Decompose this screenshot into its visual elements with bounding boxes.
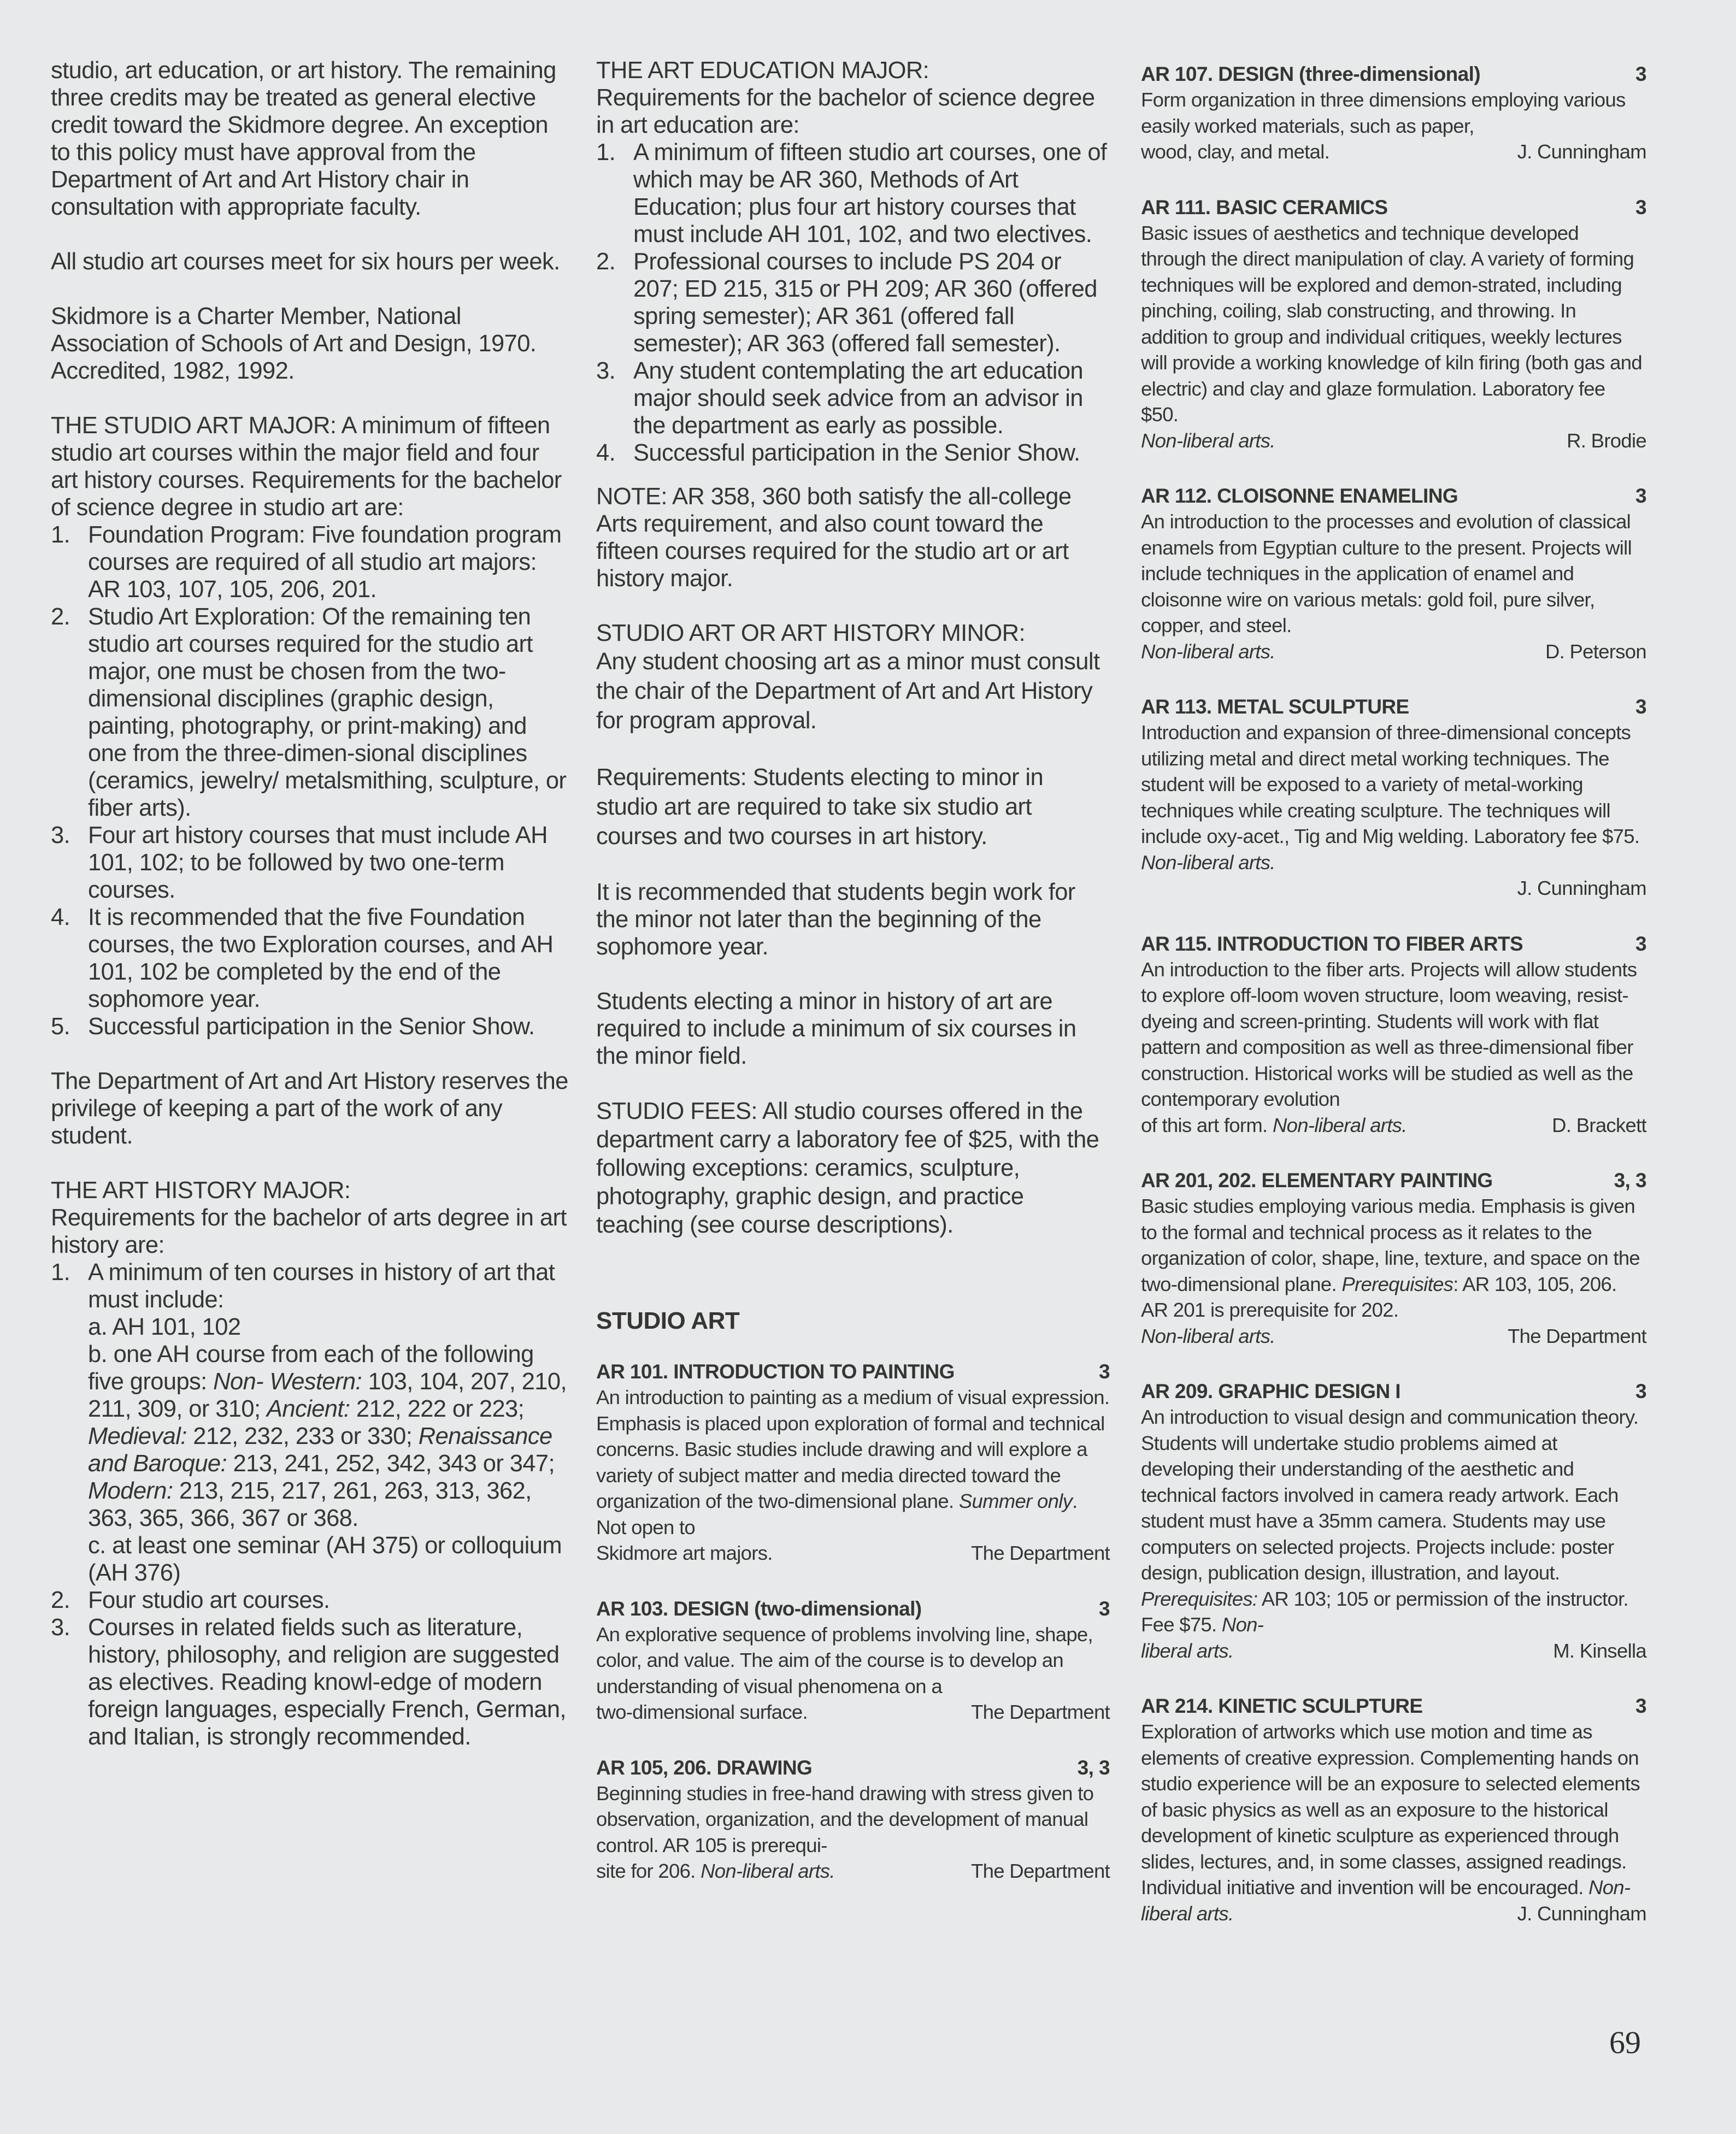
course-ar103 bbox=[596, 1596, 1110, 1725]
group-courses: 212, 222 or 223; bbox=[350, 1396, 525, 1422]
course-credits: 3 bbox=[1635, 485, 1646, 507]
course-credits: 3 bbox=[1635, 196, 1646, 219]
sub-item-c: c. at least one seminar (AH 375) or colloquium (AH 376) bbox=[88, 1532, 562, 1586]
sub-item-b bbox=[88, 1341, 570, 1532]
requirement-item bbox=[51, 1614, 570, 1750]
item-number: 1. bbox=[51, 522, 70, 548]
course-instructor: The Department bbox=[971, 1860, 1110, 1882]
requirement-item bbox=[51, 904, 570, 1013]
course-instructor: The Department bbox=[971, 1701, 1110, 1723]
course-title: AR 112. CLOISONNE ENAMELING bbox=[1141, 485, 1458, 507]
course-footer-italic: Non-liberal arts. bbox=[1141, 429, 1275, 452]
minor-requirements-paragraph: Requirements: Students electing to minor in studio art are required to take six studio art courses and two courses in art history. bbox=[596, 764, 1044, 850]
item-text: Any student contemplating the art education major should seek advice from an advisor in the department as early as possible. bbox=[633, 358, 1084, 439]
course-instructor: M. Kinsella bbox=[1553, 1639, 1646, 1662]
course-title: AR 103. DESIGN (two-dimensional) bbox=[596, 1597, 922, 1620]
course-description: An explorative sequence of problems involving line, shape, color, and value. The aim of the course is to develop an understanding of visual phenomena on a bbox=[596, 1623, 1093, 1697]
requirement-item bbox=[51, 822, 570, 904]
course-description: Introduction and expansion of three-dimensional concepts utilizing metal and direct metal working techniques. The student will be exposed to a variety of metal-working techniques while creating sculpture. The techniques will include oxy-acet., Tig and Mig welding. Laboratory fee $75. bbox=[1141, 721, 1640, 847]
course-ar201-202 bbox=[1141, 1168, 1646, 1349]
course-footer-italic: Non-liberal arts. bbox=[1141, 1324, 1275, 1347]
course-instructor: The Department bbox=[1508, 1324, 1646, 1347]
course-ar209 bbox=[1141, 1378, 1646, 1664]
sub-item-b-text: b. one AH course from each of the following five groups: bbox=[88, 1341, 534, 1395]
course-title: AR 111. BASIC CERAMICS bbox=[1141, 196, 1388, 219]
course-ar105-206 bbox=[596, 1755, 1110, 1884]
course-description: An introduction to visual design and communication theory. Students will undertake studio problems aimed at developing their understanding of the aesthetic and technical factors involved in camera ready artwork. Each student must have a 35mm camera. Students may use computers on selected projects. Projects include: poster design, publication design, illustration, and layout. bbox=[1141, 1406, 1639, 1584]
left-column bbox=[51, 57, 570, 1750]
right-column bbox=[1141, 61, 1646, 1926]
item-text: A minimum of ten courses in history of art that must include: bbox=[88, 1259, 555, 1313]
reserve-work-paragraph: The Department of Art and Art History reserves the privilege of keeping a part of the work of any student. bbox=[51, 1068, 568, 1149]
item-number: 4. bbox=[596, 440, 616, 466]
group-courses: 212, 232, 233 or 330; bbox=[186, 1423, 419, 1449]
item-text: Foundation Program: Five foundation program courses are required of all studio art majors: AR 103, 107, 105, 206, 201. bbox=[88, 522, 562, 603]
course-instructor: The Department bbox=[971, 1542, 1110, 1564]
item-number: 1. bbox=[596, 139, 616, 166]
course-footer-text: Skidmore art majors. bbox=[596, 1542, 773, 1564]
sub-item-a: a. AH 101, 102 bbox=[88, 1314, 241, 1340]
item-number: 2. bbox=[596, 249, 616, 275]
requirement-item bbox=[51, 1013, 570, 1040]
course-footer-italic: Non-liberal arts. bbox=[701, 1860, 835, 1882]
item-number: 2. bbox=[51, 604, 70, 630]
course-instructor: R. Brodie bbox=[1567, 429, 1646, 452]
group-label: Non- Western: bbox=[213, 1369, 362, 1395]
course-title: AR 115. INTRODUCTION TO FIBER ARTS bbox=[1141, 932, 1523, 955]
art-education-major-intro: Requirements for the bachelor of science degree in art education are: bbox=[596, 85, 1095, 138]
course-footer-text: two-dimensional surface. bbox=[596, 1701, 808, 1723]
item-number: 5. bbox=[51, 1013, 70, 1040]
note-paragraph: NOTE: AR 358, 360 both satisfy the all-college Arts requirement, and also count toward the fifteen courses required for the studio art or art history major. bbox=[596, 484, 1072, 592]
course-description: Basic issues of aesthetics and technique developed through the direct manipulation of clay. A variety of forming techniques will be explored and demon-strated, including pinching, coiling, slab constructing, and throwing. In addition to group and individual critiques, weekly lectures will provide a working knowledge of kiln firing (both gas and electric) and clay and glaze formulation. Laboratory fee $50. bbox=[1141, 221, 1642, 426]
group-courses: 213, 241, 252, 342, 343 or 347; bbox=[227, 1451, 555, 1477]
group-label: Ancient: bbox=[266, 1396, 350, 1422]
course-ar112 bbox=[1141, 483, 1646, 664]
art-history-major-intro: Requirements for the bachelor of arts degree in art history are: bbox=[51, 1205, 567, 1258]
course-description-tail: AR 103; 105 or permission of the instructor. Fee $75. bbox=[1141, 1587, 1628, 1636]
course-footer-text: site for 206. bbox=[596, 1860, 701, 1882]
course-description-italic: Non-liberal arts. bbox=[1141, 851, 1275, 874]
requirement-item bbox=[596, 248, 1110, 357]
item-text: A minimum of fifteen studio art courses, one of which may be AR 360, Methods of Art Education; plus four art history courses that must include AH 101, 102, and two electives. bbox=[633, 139, 1107, 247]
course-description-tail: . Not open to bbox=[596, 1490, 1078, 1538]
course-credits: 3 bbox=[1099, 1360, 1110, 1383]
course-instructor: D. Brackett bbox=[1552, 1113, 1646, 1136]
course-description-italic-2: Non- bbox=[1221, 1613, 1264, 1636]
item-text: Professional courses to include PS 204 or 207; ED 215, 315 or PH 209; AR 360 (offered spring semester); AR 361 (offered fall semester); AR 363 (offered fall semester). bbox=[633, 249, 1097, 357]
art-history-major-heading: THE ART HISTORY MAJOR: bbox=[51, 1177, 351, 1204]
item-number: 4. bbox=[51, 904, 70, 930]
group-label: Modern: bbox=[88, 1478, 173, 1504]
item-number: 3. bbox=[51, 1614, 70, 1641]
course-credits: 3 bbox=[1635, 1380, 1646, 1402]
course-ar214 bbox=[1141, 1693, 1646, 1926]
course-ar115 bbox=[1141, 931, 1646, 1139]
course-title: AR 209. GRAPHIC DESIGN I bbox=[1141, 1380, 1400, 1402]
course-instructor: J. Cunningham bbox=[1517, 1902, 1646, 1925]
studio-fees-paragraph: STUDIO FEES: All studio courses offered in the department carry a laboratory fee of $25, with the following exceptions: ceramics, sculpture, photography, graphic design, and practice teaching (see course descriptions). bbox=[596, 1098, 1099, 1238]
course-credits: 3 bbox=[1635, 695, 1646, 718]
item-number: 1. bbox=[51, 1259, 70, 1286]
course-ar113 bbox=[1141, 694, 1646, 901]
minor-history-paragraph: Students electing a minor in history of art are required to include a minimum of six courses in the minor field. bbox=[596, 988, 1076, 1069]
course-credits: 3 bbox=[1099, 1597, 1110, 1620]
art-history-major-requirements bbox=[51, 1259, 570, 1750]
item-text: Four art history courses that must include AH 101, 102; to be followed by two one-term courses. bbox=[88, 822, 548, 903]
course-instructor: J. Cunningham bbox=[1517, 140, 1646, 163]
group-courses: 213, 215, 217, 261, 263, 313, 362, 363, 365, 366, 367 or 368. bbox=[88, 1478, 532, 1531]
course-footer-italic: Non-liberal arts. bbox=[1141, 640, 1275, 663]
item-number: 3. bbox=[596, 358, 616, 384]
group-label: Medieval: bbox=[88, 1423, 187, 1449]
item-text: Four studio art courses. bbox=[88, 1587, 330, 1613]
course-title: AR 214. KINETIC SCULPTURE bbox=[1141, 1695, 1423, 1717]
art-education-requirements bbox=[596, 139, 1110, 467]
course-credits: 3 bbox=[1635, 63, 1646, 85]
item-text: Studio Art Exploration: Of the remaining ten studio art courses required for the studio art major, one must be chosen from the two-dimensional disciplines (graphic design, painting, photography, or print-making) and one from the three-dimen-sional disciplines (ceramics, jewelry/ metalsmithing, sculpture, or fiber arts). bbox=[88, 604, 567, 821]
course-description-italic: Non- bbox=[1588, 1876, 1631, 1899]
requirement-item bbox=[596, 357, 1110, 439]
art-education-major-heading: THE ART EDUCATION MAJOR: bbox=[596, 57, 929, 84]
course-credits: 3, 3 bbox=[1614, 1169, 1646, 1192]
course-footer-text: of this art form. bbox=[1141, 1113, 1273, 1136]
group-courses: 103, 104, 207, 210, 211, 309, or 310; bbox=[88, 1369, 567, 1422]
minor-heading: STUDIO ART OR ART HISTORY MINOR: bbox=[596, 620, 1025, 646]
item-text: It is recommended that the five Foundation courses, the two Exploration courses, and AH 101, 102 be completed by the end of the sophomore year. bbox=[88, 904, 554, 1012]
course-description-italic: Prerequisites bbox=[1341, 1272, 1453, 1295]
course-title: AR 107. DESIGN (three-dimensional) bbox=[1141, 63, 1481, 85]
section-title-studio-art: STUDIO ART bbox=[596, 1307, 740, 1334]
studio-art-major-intro: THE STUDIO ART MAJOR: A minimum of fifteen studio art courses within the major field and four art history courses. Requirements for the bachelor of science degree in studio art are: bbox=[51, 412, 562, 521]
requirement-item bbox=[51, 521, 570, 603]
requirement-item bbox=[51, 603, 570, 822]
course-footer-italic: liberal arts. bbox=[1141, 1902, 1234, 1925]
course-description: An introduction to the processes and evolution of classical enamels from Egyptian culture to the present. Projects will include techniques in the application of enamel and cloisonne wire on various metals: gold foil, pure silver, copper, and steel. bbox=[1141, 510, 1632, 636]
minor-paragraph: Any student choosing art as a minor must consult the chair of the Department of Art and Art History for program approval. bbox=[596, 649, 1100, 734]
studio-hours-paragraph: All studio art courses meet for six hours per week. bbox=[51, 249, 560, 275]
course-ar111 bbox=[1141, 194, 1646, 454]
course-description: Basic studies employing various media. Emphasis is given to the formal and technical process as it relates to the organization of color, shape, line, texture, and space on the two-dimensional plane. bbox=[1141, 1195, 1640, 1295]
course-credits: 3 bbox=[1635, 1695, 1646, 1717]
course-description: Beginning studies in free-hand drawing with stress given to observation, organization, and the development of manual control. AR 105 is prerequi- bbox=[596, 1782, 1094, 1856]
item-text: Courses in related fields such as literature, history, philosophy, and religion are suggested as electives. Reading knowl-edge of modern foreign languages, especially French, German, and Italian, is strongly recommended. bbox=[88, 1614, 566, 1750]
course-title: AR 101. INTRODUCTION TO PAINTING bbox=[596, 1360, 955, 1383]
studio-art-major-requirements bbox=[51, 521, 570, 1040]
minor-recommendation-paragraph: It is recommended that students begin work for the minor not later than the beginning of the sophomore year. bbox=[596, 879, 1075, 960]
course-ar107 bbox=[1141, 61, 1646, 165]
course-title: AR 105, 206. DRAWING bbox=[596, 1756, 813, 1779]
requirement-item bbox=[51, 1259, 570, 1587]
course-description: Form organization in three dimensions employing various easily worked materials, such as paper, bbox=[1141, 89, 1626, 137]
accreditation-paragraph: Skidmore is a Charter Member, National Association of Schools of Art and Design, 1970. Accredited, 1982, 1992. bbox=[51, 303, 537, 384]
course-description: Exploration of artworks which use motion and time as elements of creative expression. Complementing hands on studio experience will be an exposure to selected elements of basic physics as well as an exposure to the historical development of kinetic sculpture as experienced through slides, lectures, and, in some classes, assigned readings. Individual initiative and invention will be encouraged. bbox=[1141, 1720, 1640, 1899]
course-ar101 bbox=[596, 1359, 1110, 1566]
course-credits: 3, 3 bbox=[1077, 1756, 1110, 1779]
group-label: Renaissance and Baroque: bbox=[88, 1423, 552, 1477]
item-number: 3. bbox=[51, 822, 70, 848]
course-description: An introduction to painting as a medium of visual expression. Emphasis is placed upon exploration of formal and technical concerns. Basic studies include drawing and will explore a variety of subject matter and media directed toward the organization of the two-dimensional plane. bbox=[596, 1386, 1110, 1512]
course-title: AR 113. METAL SCULPTURE bbox=[1141, 695, 1409, 718]
course-footer-text: wood, clay, and metal. bbox=[1141, 140, 1330, 163]
course-footer-italic: Non-liberal arts. bbox=[1272, 1113, 1407, 1136]
item-text: Successful participation in the Senior Show. bbox=[88, 1013, 535, 1040]
item-text: Successful participation in the Senior Show. bbox=[633, 440, 1080, 466]
requirement-item bbox=[596, 439, 1110, 467]
course-description-italic: Prerequisites: bbox=[1141, 1587, 1258, 1610]
course-description-tail: : AR 103, 105, 206. AR 201 is prerequisite for 202. bbox=[1141, 1272, 1617, 1321]
course-footer-italic: liberal arts. bbox=[1141, 1639, 1234, 1662]
course-credits: 3 bbox=[1635, 932, 1646, 955]
intro-paragraph: studio, art education, or art history. The remaining three credits may be treated as general elective credit toward the Skidmore degree. An exception to this policy must have approval from the Department of Art and Art History chair in consultation with appropriate faculty. bbox=[51, 57, 556, 220]
course-title: AR 201, 202. ELEMENTARY PAINTING bbox=[1141, 1169, 1493, 1192]
course-description-italic: Summer only bbox=[958, 1490, 1073, 1512]
course-instructor: D. Peterson bbox=[1545, 640, 1646, 663]
requirement-item bbox=[596, 139, 1110, 248]
item-number: 2. bbox=[51, 1587, 70, 1613]
middle-column bbox=[596, 57, 1110, 1884]
course-instructor: J. Cunningham bbox=[1517, 877, 1646, 899]
page-number: 69 bbox=[1609, 2025, 1641, 2060]
requirement-item bbox=[51, 1587, 570, 1614]
course-description: An introduction to the fiber arts. Projects will allow students to explore off-loom woven structure, loom weaving, resist-dyeing and screen-printing. Students will work with flat pattern and composition as well as three-dimensional fiber construction. Historical works will be studied as well as the contemporary evolution bbox=[1141, 958, 1637, 1110]
